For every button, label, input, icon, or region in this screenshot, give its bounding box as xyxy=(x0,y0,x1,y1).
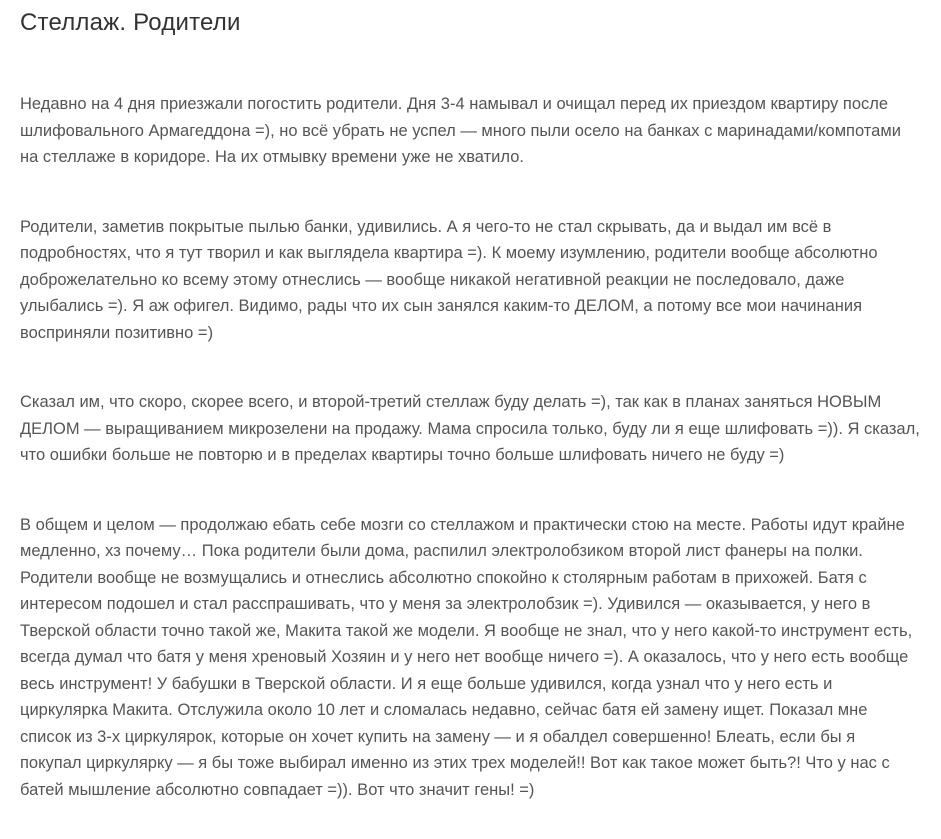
post-paragraph-3: Сказал им, что скоро, скорее всего, и второй-третий стеллаж буду делать =), так как в планах заняться НОВЫМ ДЕЛОМ — выращиванием микрозелени на продажу. Мама спросила только, буду ли я еще шлифовать =)). Я сказал, что ошибки больше не повторю и в пределах квартиры точно больше шлифовать ничего не буду =) xyxy=(20,393,920,464)
post-paragraph-2: Родители, заметив покрытые пылью банки, удивились. А я чего-то не стал скрывать, да и выдал им всё в подробностях, что я тут творил и как выглядела квартира =). К моему изумлению, родители вообще абсолютно доброжелательно ко всему этому отнеслись — вообще никакой негативной реакции не последовало, даже улыбались =). Я аж офигел. Видимо, рады что их сын занялся каким-то ДЕЛОМ, а потому все мои начинания восприняли позитивно =) xyxy=(20,217,878,342)
post-title: Стеллаж. Родители xyxy=(20,9,241,36)
post-body xyxy=(20,91,920,803)
post-paragraph-4: В общем и целом — продолжаю ебать себе мозги со стеллажом и практически стою на месте. Работы идут крайне медленно, хз почему… Пока родители были дома, распилил электролобзиком второй лист фанеры на полки. Родители вообще не возмущались и отнеслись абсолютно спокойно к столярным работам в прихожей. Батя с интересом подошел и стал расспрашивать, что у меня за электролобзик =). Удивился — оказывается, у него в Тверской области точно такой же, Макита такой же модели. Я вообще не знал, что у него какой-то инструмент есть, всегда думал что батя у меня хреновый Хозяин и у него нет вообще ничего =). А оказалось, что у него есть вообще весь инструмент! У бабушки в Тверской области. И я еще больше удивился, когда узнал что у него есть и циркулярка Макита. Отслужила около 10 лет и сломалась недавно, сейчас батя ей замену ищет. Показал мне список из 3-х циркулярок, которые он хочет купить на замену — и я обалдел совершенно! Блеать, если бы я покупал циркулярку — я бы тоже выбирал именно из этих трех моделей!! Вот как такое может быть?! Что у нас с батей мышление абсолютно совпадает =)). Вот что значит гены! =) xyxy=(20,515,913,799)
post-paragraph-1: Недавно на 4 дня приезжали погостить родители. Дня 3-4 намывал и очищал перед их приездом квартиру после шлифовального Армагеддона =), но всё убрать не успел — много пыли осело на банках с маринадами/компотами на стеллаже в коридоре. На их отмывку времени уже не хватило. xyxy=(20,95,901,166)
